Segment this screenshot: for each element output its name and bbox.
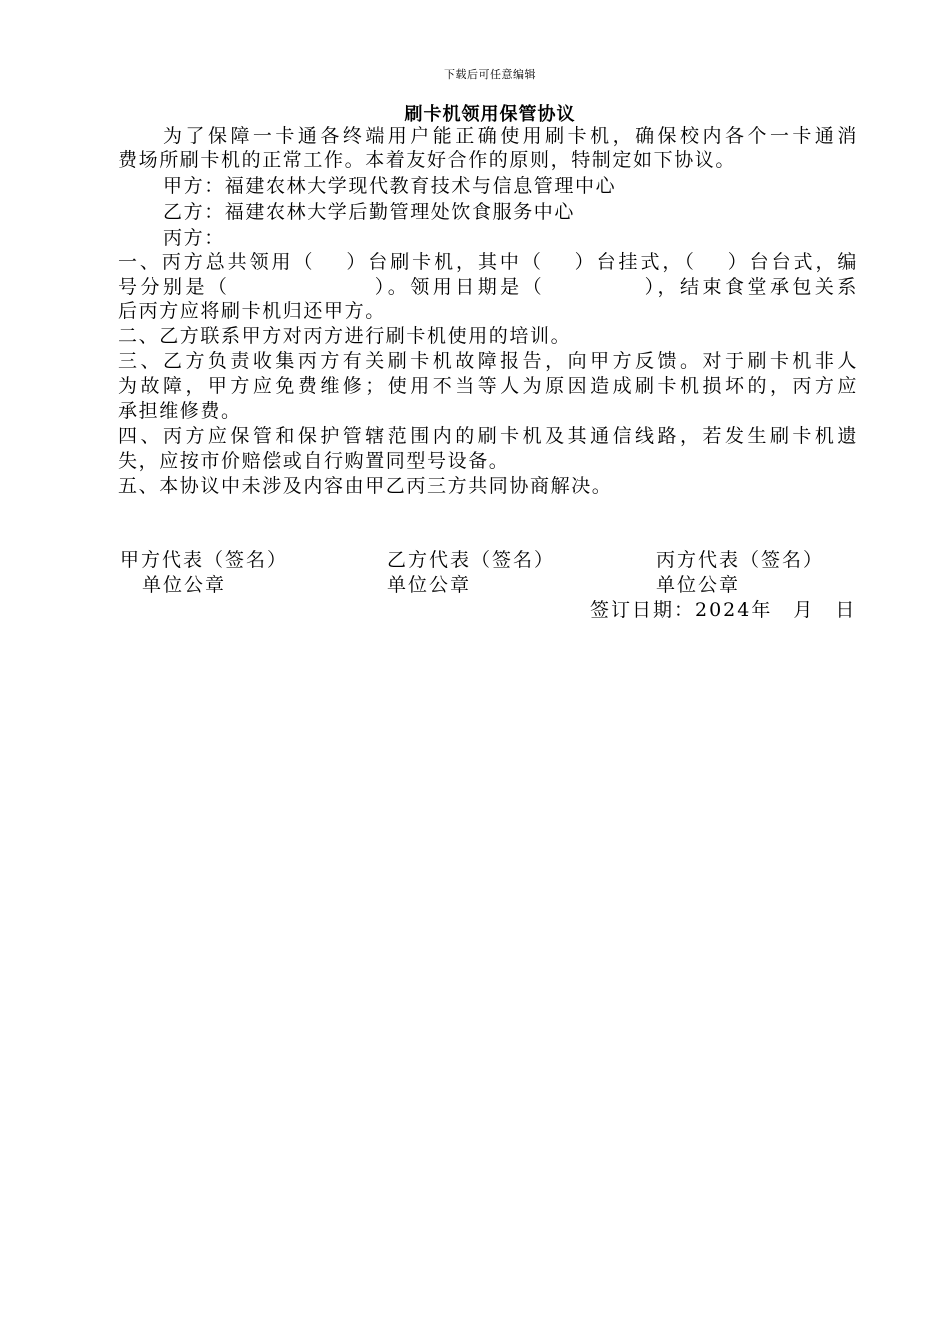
clause-line: 四、丙方应保管和保护管辖范围内的刷卡机及其通信线路，若发生刷卡机遗: [118, 425, 858, 447]
clause-line: 号分别是（ ）。领用日期是（ ），结束食堂承包关系: [118, 276, 858, 298]
header-note: 下载后可任意编辑: [444, 68, 536, 81]
party-a-unit-seal: 单位公章: [142, 574, 227, 596]
party-c: 丙方：: [163, 227, 225, 249]
clause-line: 为故障，甲方应免费维修；使用不当等人为原因造成刷卡机损坏的，丙方应: [118, 375, 858, 397]
party-b: 乙方：福建农林大学后勤管理处饮食服务中心: [163, 201, 576, 223]
clause-line: 五、本协议中未涉及内容由甲乙丙三方共同协商解决。: [118, 475, 613, 497]
party-a: 甲方：福建农林大学现代教育技术与信息管理中心: [163, 175, 617, 197]
party-c-representative-signature: 丙方代表（签名）: [656, 549, 825, 571]
party-b-representative-signature: 乙方代表（签名）: [387, 549, 556, 571]
party-c-unit-seal: 单位公章: [656, 574, 741, 596]
clause-line: 承担维修费。: [118, 400, 242, 422]
intro-line-1: 为了保障一卡通各终端用户能正确使用刷卡机，确保校内各个一卡通消: [163, 125, 858, 147]
clause-line: 失，应按市价赔偿或自行购置同型号设备。: [118, 450, 510, 472]
signing-date: 签订日期：2024年 月 日: [590, 599, 857, 621]
document-title: 刷卡机领用保管协议: [404, 104, 576, 125]
clause-line: 二、乙方联系甲方对丙方进行刷卡机使用的培训。: [118, 325, 572, 347]
clause-line: 三、乙方负责收集丙方有关刷卡机故障报告，向甲方反馈。对于刷卡机非人: [118, 350, 858, 372]
party-b-unit-seal: 单位公章: [387, 574, 472, 596]
clause-line: 一、丙方总共领用（ ）台刷卡机，其中（ ）台挂式，（ ）台台式，编: [118, 251, 858, 273]
party-a-representative-signature: 甲方代表（签名）: [120, 549, 289, 571]
clause-line: 后丙方应将刷卡机归还甲方。: [118, 300, 386, 322]
intro-line-2: 费场所刷卡机的正常工作。本着友好合作的原则，特制定如下协议。: [118, 149, 737, 171]
